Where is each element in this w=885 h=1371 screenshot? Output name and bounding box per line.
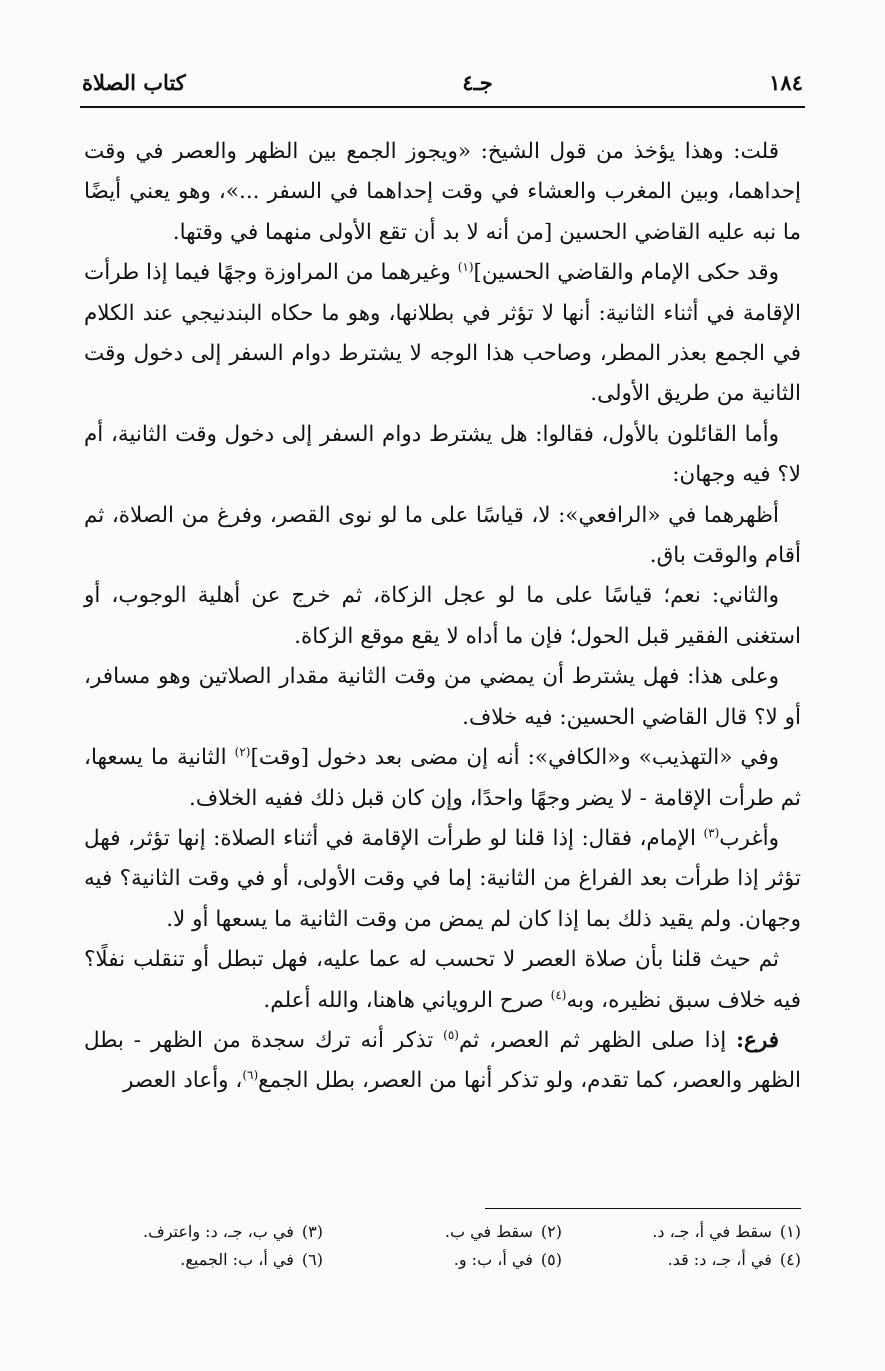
volume-label: جـ٤ <box>462 69 493 95</box>
paragraph-7: وفي «التهذيب» و«الكافي»: أنه إن مضى بعد دخول [وقت]$^{(٢)}$ الثانية ما يسعها، ثم طرأت الإقامة - لا يضر وجهًا واحدًا، وإن كان قبل ذلك ففيه الخلاف. <box>84 744 801 811</box>
footnote-6: (٦)في أ، ب: الجميع. <box>180 1250 323 1269</box>
far-heading: فرع: <box>736 1027 779 1053</box>
footnote-ref: (٣) <box>703 825 720 840</box>
paragraph-2: وقد حكى الإمام والقاضي الحسين]$^{(١)}$ وغيرهما من المراوزة وجهًا فيما إذا طرأت الإقامة في أثناء الثانية: أنها لا تؤثر في بطلانها، وهو ما حكاه البندنيجي عند الكلام في الجمع بعذر المطر، وصاحب هذا الوجه لا يشترط دوام السفر إلى دخول وقت الثانية من طريق الأولى. <box>84 260 801 407</box>
footnote-5: (٥)في أ، ب: و. <box>453 1250 562 1269</box>
footnote-divider <box>485 1208 801 1209</box>
footnote-ref: (٤) <box>550 987 567 1002</box>
footnote-ref: (٥) <box>443 1027 459 1042</box>
footnote-3: (٣)في ب، جـ، د: واعترف. <box>143 1222 323 1241</box>
paragraph-6: وعلى هذا: فهل يشترط أن يمضي من وقت الثانية مقدار الصلاتين وهو مسافر، أو لا؟ قال القاضي الحسين: فيه خلاف. <box>84 664 801 730</box>
book-title: كتاب الصلاة <box>82 69 186 95</box>
footnote-2: (٢)سقط في ب. <box>444 1222 562 1241</box>
main-text <box>84 132 801 1102</box>
paragraph-10: فرع: إذا صلى الظهر ثم العصر، ثم$^{(٥)}$ تذكر أنه ترك سجدة من الظهر - بطل الظهر والعصر، كما تقدم، ولو تذكر أنها من العصر، بطل الجمع$^{(٦)}$، وأعاد العصر <box>84 1027 801 1094</box>
paragraph-9: ثم حيث قلنا بأن صلاة العصر لا تحسب له عما عليه، فهل تبطل أو تنقلب نفلًا؟ فيه خلاف سبق نظيره، وبه$^{(٤)}$ صرح الروياني هاهنا، والله أعلم. <box>84 947 801 1013</box>
paragraph-5: والثاني: نعم؛ قياسًا على ما لو عجل الزكاة، ثم خرج عن أهلية الوجوب، أو استغنى الفقير قبل الحول؛ فإن ما أداه لا يقع موقع الزكاة. <box>84 583 801 649</box>
paragraph-8: وأغرب$^{(٣)}$ الإمام، فقال: إذا قلنا لو طرأت الإقامة في أثناء الصلاة: إنها تؤثر، فهل تؤثر إذا طرأت بعد الفراغ من الثانية: إما في وقت الأولى، أو في وقت الثانية؟ فيه وجهان. ولم يقيد ذلك بما إذا كان لم يمض من وقت الثانية ما يسعها أو لا. <box>84 825 801 932</box>
footnote-ref: (١) <box>457 260 474 275</box>
header-divider <box>80 106 805 108</box>
running-header <box>82 62 803 102</box>
paragraph-1: قلت: وهذا يؤخذ من قول الشيخ: «ويجوز الجمع بين الظهر والعصر في وقت إحداهما، وبين المغرب والعشاء في وقت إحداهما في السفر ...»، وهو يعني أيضًا ما نبه عليه القاضي الحسين [من أنه لا بد أن تقع الأولى منهما في وقتها. <box>84 139 801 245</box>
footnote-ref: (٦) <box>242 1068 259 1083</box>
footnote-4: (٤)في أ، جـ، د: قد. <box>667 1250 801 1269</box>
paragraph-4: أظهرهما في «الرافعي»: لا، قياسًا على ما لو نوى القصر، وفرغ من الصلاة، ثم أقام والوقت باق. <box>84 502 801 569</box>
footnote-1: (١)سقط في أ، جـ، د. <box>652 1222 801 1241</box>
paragraph-3: وأما القائلون بالأول، فقالوا: هل يشترط دوام السفر إلى دخول وقت الثانية، أم لا؟ فيه وجهان: <box>84 421 801 488</box>
footnote-ref: (٢) <box>234 744 251 759</box>
footnotes <box>84 1220 801 1272</box>
page-number: ١٨٤ <box>769 69 803 95</box>
